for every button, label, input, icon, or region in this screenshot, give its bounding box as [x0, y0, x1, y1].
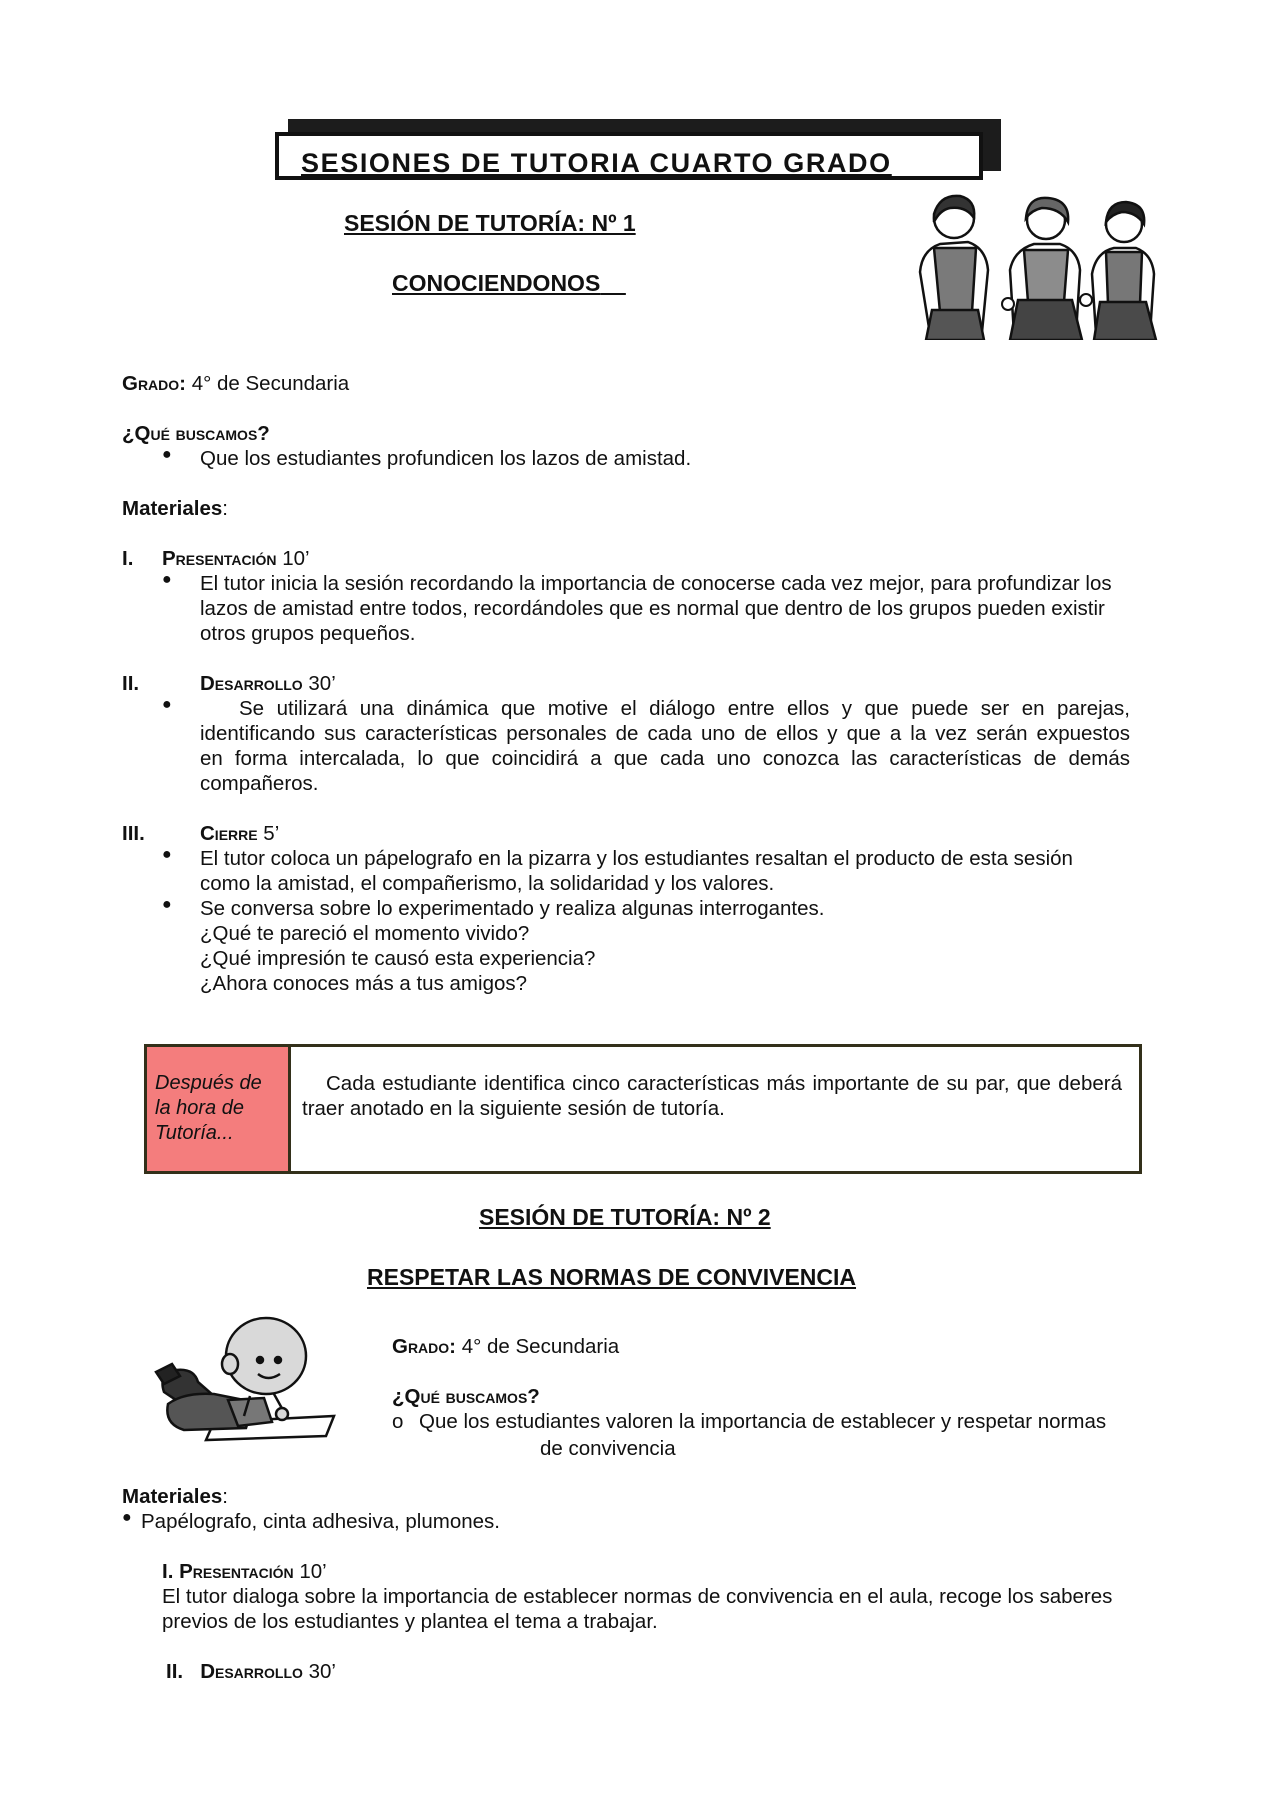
session1-materiales: Materiales:	[122, 497, 228, 520]
after-tutoring-label: Después de la hora de Tutoría...	[147, 1047, 291, 1171]
session2-buscamos-label: ¿Qué buscamos?	[392, 1385, 540, 1408]
session1-cierre-line: Se conversa sobre lo experimentado y realiza algunas interrogantes.	[200, 897, 825, 920]
session2-subtitle: RESPETAR LAS NORMAS DE CONVIVENCIA	[367, 1264, 857, 1290]
session1-subtitle: CONOCIENDONOS	[392, 270, 601, 296]
session1-presentacion-line: otros grupos pequeños.	[200, 622, 416, 645]
session2-title: SESIÓN DE TUTORÍA: Nº 2	[479, 1204, 771, 1230]
session1-cierre-heading: Cierre 5’	[200, 822, 280, 845]
list-marker: o	[392, 1410, 404, 1433]
after-tutoring-box	[144, 1044, 1142, 1174]
bullet-icon: ●	[122, 1509, 132, 1526]
session1-desarrollo-num: II.	[122, 672, 140, 695]
session1-presentacion-num: I.	[122, 547, 134, 570]
session2-materiales: Materiales:	[122, 1485, 228, 1508]
bullet-icon: ●	[162, 446, 172, 463]
after-tutoring-text: Cada estudiante identifica cinco características más importante de su par, que deberá traer anotado en la siguiente sesión de tutoría.	[302, 1072, 1122, 1120]
session2-buscamos-line: de convivencia	[540, 1437, 676, 1460]
session1-buscamos-label: ¿Qué buscamos?	[122, 422, 270, 445]
banner-title: SESIONES DE TUTORIA CUARTO GRADO	[301, 148, 892, 178]
session1-desarrollo-line: en forma intercalada, lo que coincidirá a que cada uno conozca las características de demás	[200, 747, 1130, 770]
session1-cierre-line: como la amistad, el compañerismo, la solidaridad y los valores.	[200, 872, 775, 895]
session2-presentacion-heading: I. Presentación 10’	[162, 1560, 327, 1583]
session1-desarrollo-heading: Desarrollo 30’	[200, 672, 336, 695]
session1-presentacion-heading: Presentación 10’	[162, 547, 310, 570]
child-writing-illustration	[154, 1312, 340, 1442]
session1-presentacion-line: lazos de amistad entre todos, recordándoles que es normal que dentro de los grupos pueden existir	[200, 597, 1105, 620]
session1-cierre-question: ¿Ahora conoces más a tus amigos?	[200, 972, 528, 995]
session2-buscamos-line: Que los estudiantes valoren la importancia de establecer y respetar normas	[419, 1410, 1107, 1433]
session1-presentacion-line: El tutor inicia la sesión recordando la importancia de conocerse cada vez mejor, para profundizar los	[200, 572, 1112, 595]
session1-desarrollo-line: compañeros.	[200, 772, 319, 795]
session1-desarrollo-line: Se utilizará una dinámica que motive el diálogo entre ellos y que puede ser en parejas,	[239, 697, 1130, 720]
bullet-icon: ●	[162, 696, 172, 713]
document-banner	[275, 132, 983, 180]
session1-cierre-question: ¿Qué te pareció el momento vivido?	[200, 922, 530, 945]
session2-presentacion-line: El tutor dialoga sobre la importancia de establecer normas de convivencia en el aula, recoge los saberes	[162, 1585, 1113, 1608]
session2-grado: Grado: 4° de Secundaria	[392, 1335, 620, 1358]
session1-buscamos-item: Que los estudiantes profundicen los lazos de amistad.	[200, 447, 692, 470]
session2-materiales-item: Papélografo, cinta adhesiva, plumones.	[141, 1510, 500, 1533]
session1-cierre-question: ¿Qué impresión te causó esta experiencia?	[200, 947, 596, 970]
session1-cierre-line: El tutor coloca un pápelografo en la pizarra y los estudiantes resaltan el producto de esta sesión	[200, 847, 1073, 870]
session1-grado: Grado: 4° de Secundaria	[122, 372, 350, 395]
session1-desarrollo-line: identificando sus características personales de cada uno de ellos y que a la vez serán expuestos	[200, 722, 1130, 745]
bullet-icon: ●	[162, 571, 172, 588]
session1-cierre-num: III.	[122, 822, 145, 845]
bullet-icon: ●	[162, 846, 172, 863]
session2-desarrollo-heading: II. Desarrollo 30’	[166, 1660, 336, 1683]
session1-title: SESIÓN DE TUTORÍA: Nº 1	[344, 210, 636, 236]
bullet-icon: ●	[162, 896, 172, 913]
session2-presentacion-line: previos de los estudiantes y plantea el tema a trabajar.	[162, 1610, 658, 1633]
students-illustration	[910, 192, 1166, 340]
